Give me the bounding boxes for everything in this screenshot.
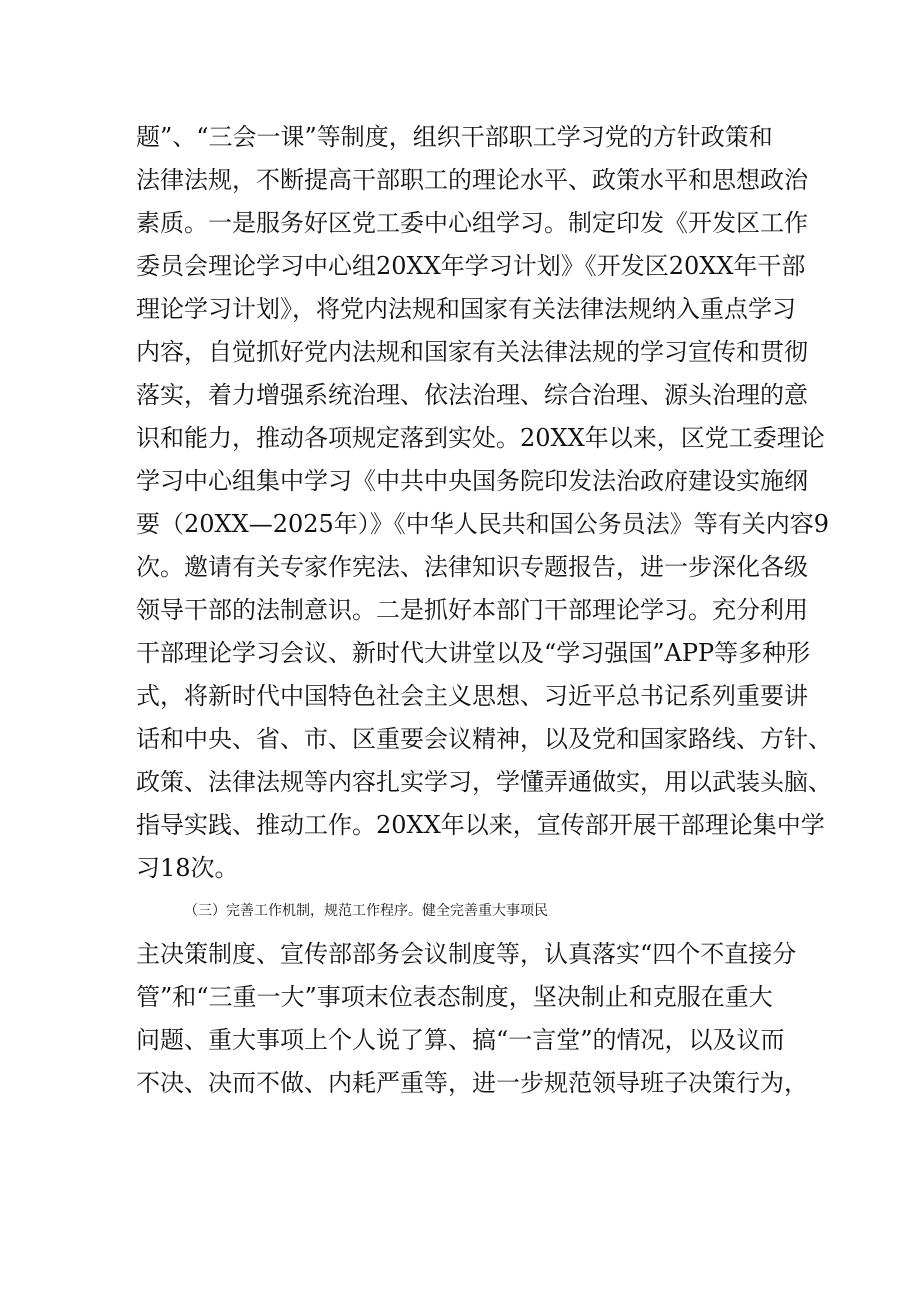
text-line: 主决策制度、宣传部部务会议制度等，认真落实“四个不直接分: [136, 940, 797, 968]
text-line: 领导干部的法制意识。二是抓好本部门干部理论学习。充分利用: [136, 596, 808, 624]
text-line: 落实，着力增强系统治理、依法治理、综合治理、源头治理的意: [136, 381, 808, 409]
text-line: 干部理论学习会议、新时代大讲堂以及“学习强国”APP等多种形: [136, 639, 811, 667]
text-line: 习18次。: [136, 854, 239, 882]
text-line: 要（20XX—2025年）》《中华人民共和国公务员法》等有关内容9: [136, 510, 830, 538]
text-line: 次。邀请有关专家作宪法、法律知识专题报告，进一步深化各级: [136, 553, 808, 581]
text-line: 学习中心组集中学习《中共中央国务院印发法治政府建设实施纲: [136, 467, 808, 495]
text-line: 话和中央、省、市、区重要会议精神，以及党和国家路线、方针、: [136, 725, 832, 753]
text-line: 指导实践、推动工作。20XX年以来，宣传部开展干部理论集中学: [136, 811, 825, 839]
text-line: 识和能力，推动各项规定落到实处。20XX年以来，区党工委理论: [136, 424, 825, 452]
text-line: （三）完善工作机制，规范工作程序。健全完善重大事项民: [184, 903, 548, 919]
text-line: 内容，自觉抓好党内法规和国家有关法律法规的学习宣传和贯彻: [136, 338, 808, 366]
text-line: 法律法规，不断提高干部职工的理论水平、政策水平和思想政治: [136, 166, 808, 194]
text-line: 问题、重大事项上个人说了算、搞“一言堂”的情况，以及议而: [136, 1026, 785, 1054]
text-line: 素质。一是服务好区党工委中心组学习。制定印发《开发区工作: [136, 209, 808, 237]
text-line: 式，将新时代中国特色社会主义思想、习近平总书记系列重要讲: [136, 682, 808, 710]
text-line: 不决、决而不做、内耗严重等，进一步规范领导班子决策行为，: [136, 1069, 808, 1097]
text-line: 管”和“三重一大”事项末位表态制度，坚决制止和克服在重大: [136, 983, 773, 1011]
text-line: 理论学习计划》，将党内法规和国家有关法律法规纳入重点学习: [136, 295, 796, 323]
text-line: 题”、“三会一课”等制度，组织干部职工学习党的方针政策和: [136, 123, 773, 151]
text-line: 政策、法律法规等内容扎实学习，学懂弄通做实，用以武装头脑、: [136, 768, 832, 796]
text-line: 委员会理论学习中心组20XX年学习计划》《开发区20XX年干部: [136, 252, 806, 280]
